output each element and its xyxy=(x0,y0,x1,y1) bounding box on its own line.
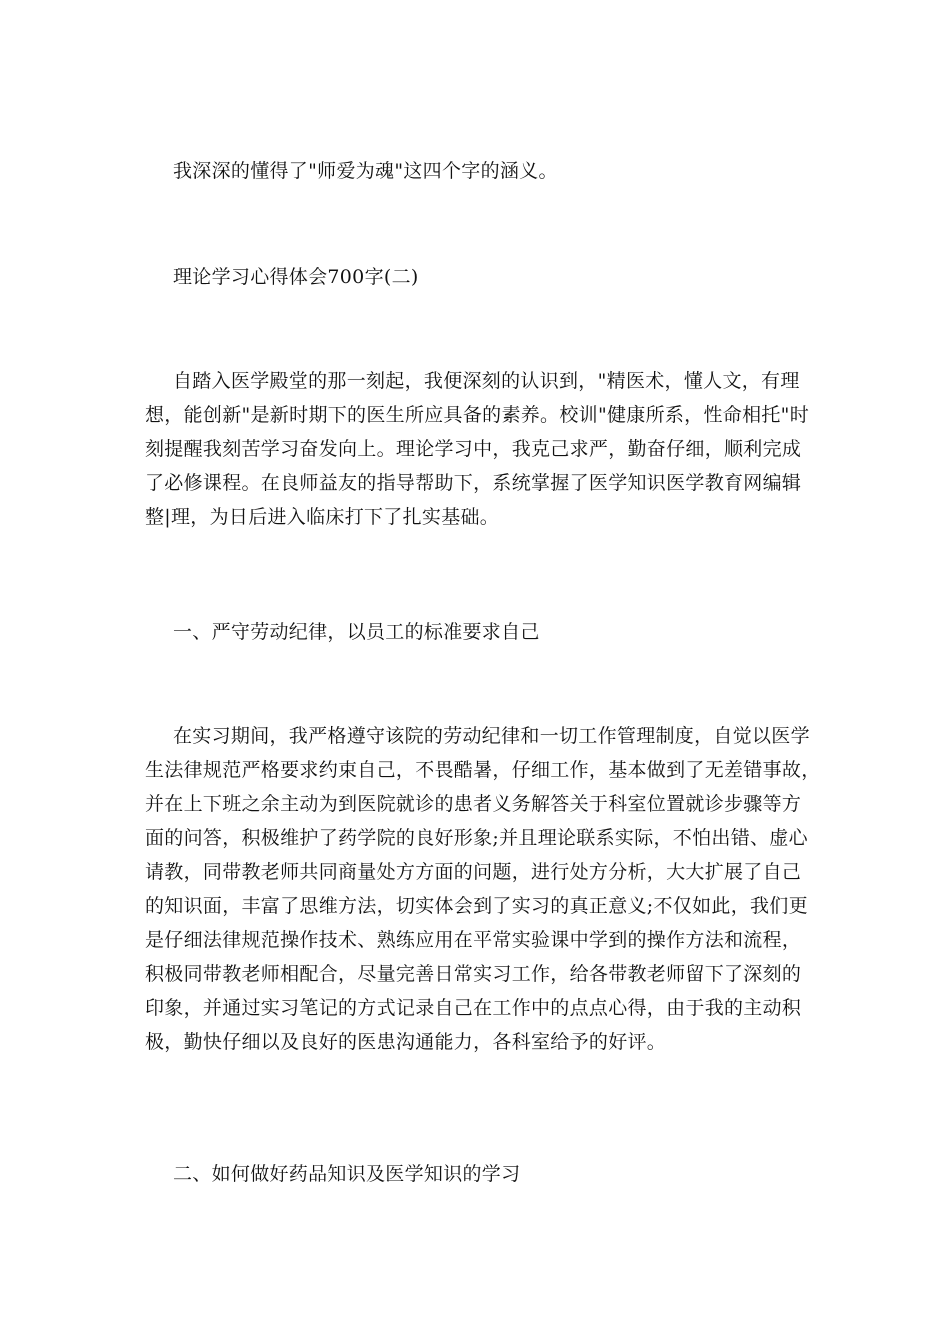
paragraph-line: 积极同带教老师相配合，尽量完善日常实习工作，给各带教老师留下了深刻的 xyxy=(145,963,802,985)
paragraph-line: 生法律规范严格要求约束自己，不畏酷暑，仔细工作，基本做到了无差错事故， xyxy=(145,759,821,781)
paragraph-internship xyxy=(145,719,821,1059)
section-title: 理论学习心得体会700字(二) xyxy=(173,266,419,288)
paragraph-line: 面的问答，积极维护了药学院的良好形象;并且理论联系实际，不怕出错、虚心 xyxy=(145,827,808,849)
paragraph-line: 自踏入医学殿堂的那一刻起，我便深刻的认识到，"精医术，懂人文，有理 xyxy=(173,370,800,392)
paragraph-line: 极，勤快仔细以及良好的医患沟通能力，各科室给予的好评。 xyxy=(145,1031,667,1053)
paragraph-line: 请教，同带教老师共同商量处方方面的问题，进行处方分析，大大扩展了自己 xyxy=(145,861,802,883)
paragraph-line: 并在上下班之余主动为到医院就诊的患者义务解答关于科室位置就诊步骤等方 xyxy=(145,793,802,815)
paragraph-line: 了必修课程。在良师益友的指导帮助下，系统掌握了医学知识医学教育网编辑 xyxy=(145,472,802,494)
paragraph-line: 印象，并通过实习笔记的方式记录自己在工作中的点点心得，由于我的主动积 xyxy=(145,997,802,1019)
paragraph-line: 的知识面，丰富了思维方法，切实体会到了实习的真正意义;不仅如此，我们更 xyxy=(145,895,808,917)
heading-discipline: 一、严守劳动纪律，以员工的标准要求自己 xyxy=(173,621,540,643)
heading-knowledge: 二、如何做好药品知识及医学知识的学习 xyxy=(173,1163,521,1185)
paragraph-line: 刻提醒我刻苦学习奋发向上。理论学习中，我克己求严，勤奋仔细，顺利完成 xyxy=(145,438,802,460)
paragraph-line: 在实习期间，我严格遵守该院的劳动纪律和一切工作管理制度，自觉以医学 xyxy=(173,725,810,747)
paragraph-line: 想，能创新"是新时期下的医生所应具备的素养。校训"健康所系，性命相托"时 xyxy=(145,404,810,426)
paragraph-line: 是仔细法律规范操作技术、熟练应用在平常实验课中学到的操作方法和流程， xyxy=(145,929,802,951)
paragraph-intro xyxy=(145,364,810,534)
intro-line: 我深深的懂得了"师爱为魂"这四个字的涵义。 xyxy=(173,160,558,182)
paragraph-line: 整|理，为日后进入临床打下了扎实基础。 xyxy=(145,506,500,528)
